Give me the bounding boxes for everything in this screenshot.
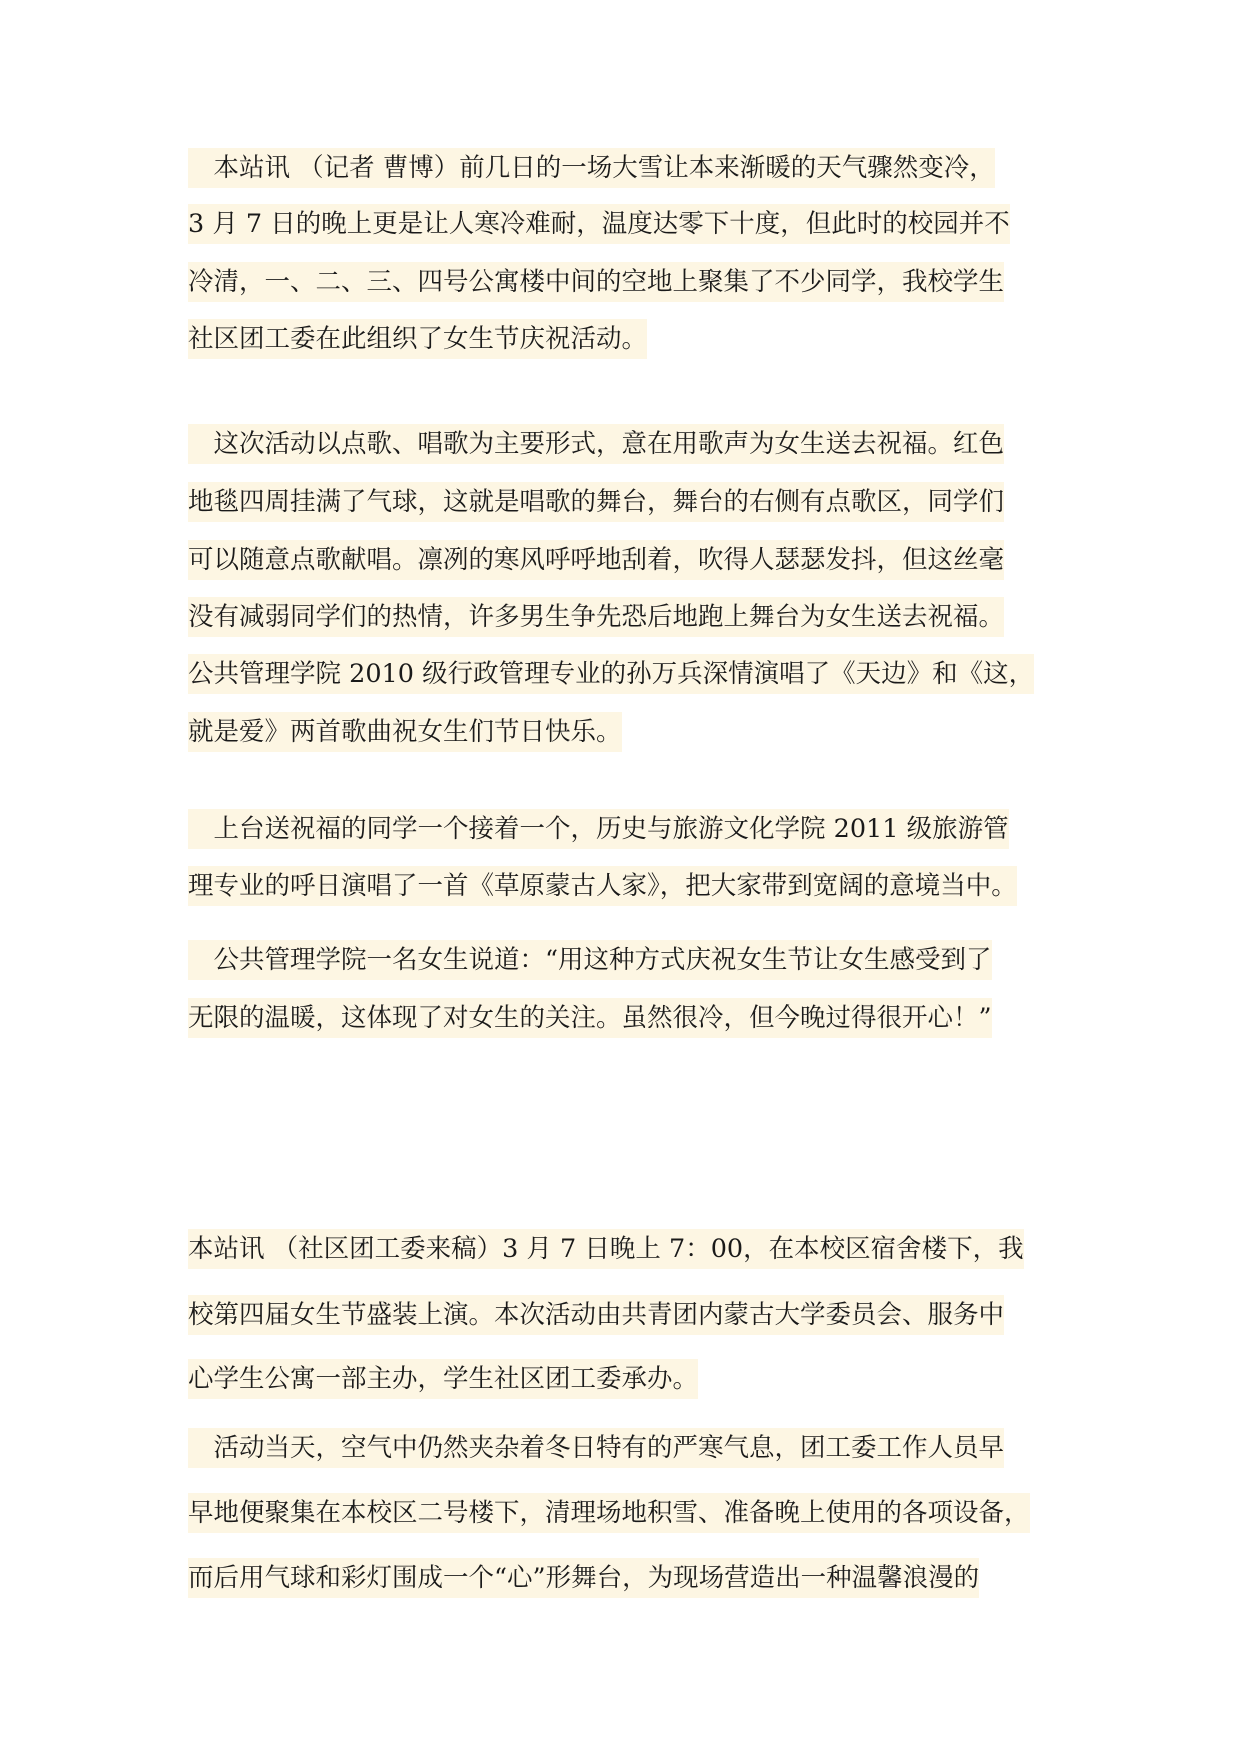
article1-p2-line-1: 这次活动以点歌、唱歌为主要形式，意在用歌声为女生送去祝福。红色 xyxy=(188,424,1004,464)
article1-p2-line-2: 地毯四周挂满了气球，这就是唱歌的舞台，舞台的右侧有点歌区，同学们 xyxy=(188,482,1004,522)
article1-p1-line-2: 3 月 7 日的晚上更是让人寒冷难耐，温度达零下十度，但此时的校园并不 xyxy=(188,204,1010,244)
article2-p1-line-1: 本站讯 （社区团工委来稿）3 月 7 日晚上 7：00，在本校区宿舍楼下，我 xyxy=(188,1229,1024,1269)
article2-p2-line-2: 早地便聚集在本校区二号楼下，清理场地积雪、准备晚上使用的各项设备， xyxy=(188,1493,1030,1533)
article1-p2-line-6: 就是爱》两首歌曲祝女生们节日快乐。 xyxy=(188,712,622,752)
article1-p2-line-3: 可以随意点歌献唱。凛冽的寒风呼呼地刮着，吹得人瑟瑟发抖，但这丝毫 xyxy=(188,540,1004,580)
article1-p1-line-3: 冷清，一、二、三、四号公寓楼中间的空地上聚集了不少同学，我校学生 xyxy=(188,262,1004,302)
article1-p1-line-4: 社区团工委在此组织了女生节庆祝活动。 xyxy=(188,319,647,359)
article1-p2-line-5: 公共管理学院 2010 级行政管理专业的孙万兵深情演唱了《天边》和《这， xyxy=(188,654,1034,694)
article2-p2-line-3: 而后用气球和彩灯围成一个“心”形舞台，为现场营造出一种温馨浪漫的 xyxy=(188,1558,979,1598)
article2-p2-line-1: 活动当天，空气中仍然夹杂着冬日特有的严寒气息，团工委工作人员早 xyxy=(188,1428,1004,1468)
article1-p3-line-1: 上台送祝福的同学一个接着一个，历史与旅游文化学院 2011 级旅游管 xyxy=(188,809,1009,849)
article2-p1-line-2: 校第四届女生节盛装上演。本次活动由共青团内蒙古大学委员会、服务中 xyxy=(188,1295,1004,1335)
article2-p1-line-3: 心学生公寓一部主办，学生社区团工委承办。 xyxy=(188,1359,698,1399)
article1-p2-line-4: 没有减弱同学们的热情，许多男生争先恐后地跑上舞台为女生送去祝福。 xyxy=(188,597,1004,637)
article1-p4-line-1: 公共管理学院一名女生说道：“用这种方式庆祝女生节让女生感受到了 xyxy=(188,940,992,980)
article1-p3-line-2: 理专业的呼日演唱了一首《草原蒙古人家》，把大家带到宽阔的意境当中。 xyxy=(188,866,1017,906)
article1-p1-line-1: 本站讯 （记者 曹博）前几日的一场大雪让本来渐暖的天气骤然变冷， xyxy=(188,148,995,188)
article1-p4-line-2: 无限的温暖，这体现了对女生的关注。虽然很冷，但今晚过得很开心！” xyxy=(188,998,992,1038)
